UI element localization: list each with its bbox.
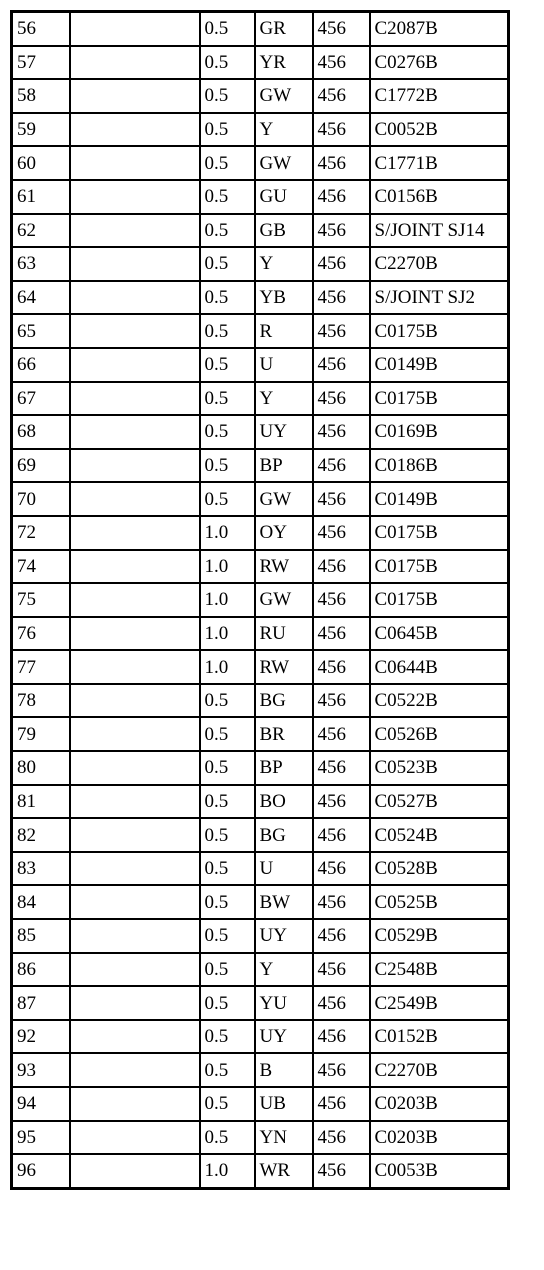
destination-cell: C0152B [370, 1020, 509, 1054]
destination-cell: C0644B [370, 650, 509, 684]
table-row [12, 1053, 509, 1087]
pin-cell: 67 [12, 382, 70, 416]
wire-size-cell: 1.0 [200, 516, 255, 550]
circuit-code-cell: 456 [313, 113, 370, 147]
table-row [12, 919, 509, 953]
wire-size-cell: 1.0 [200, 583, 255, 617]
destination-cell: C0522B [370, 684, 509, 718]
wire-size-cell: 0.5 [200, 12, 255, 46]
destination-cell: C0645B [370, 617, 509, 651]
pin-cell: 93 [12, 1053, 70, 1087]
wire-size-cell: 0.5 [200, 382, 255, 416]
pin-cell: 60 [12, 146, 70, 180]
circuit-code-cell: 456 [313, 314, 370, 348]
pin-cell: 77 [12, 650, 70, 684]
blank-cell [70, 1053, 200, 1087]
pin-cell: 85 [12, 919, 70, 953]
wire-colour-cell: OY [255, 516, 313, 550]
wire-colour-cell: RU [255, 617, 313, 651]
pin-cell: 59 [12, 113, 70, 147]
pin-cell: 68 [12, 415, 70, 449]
wire-size-cell: 0.5 [200, 415, 255, 449]
pin-cell: 56 [12, 12, 70, 46]
wiring-table [10, 10, 510, 1190]
table-row [12, 785, 509, 819]
circuit-code-cell: 456 [313, 717, 370, 751]
destination-cell: C0528B [370, 852, 509, 886]
wire-size-cell: 1.0 [200, 1154, 255, 1188]
wire-size-cell: 0.5 [200, 684, 255, 718]
wire-size-cell: 1.0 [200, 650, 255, 684]
pin-cell: 57 [12, 46, 70, 80]
wire-size-cell: 0.5 [200, 1087, 255, 1121]
wire-colour-cell: B [255, 1053, 313, 1087]
wire-colour-cell: Y [255, 113, 313, 147]
wire-colour-cell: U [255, 852, 313, 886]
circuit-code-cell: 456 [313, 482, 370, 516]
circuit-code-cell: 456 [313, 1087, 370, 1121]
blank-cell [70, 146, 200, 180]
circuit-code-cell: 456 [313, 46, 370, 80]
wire-size-cell: 0.5 [200, 281, 255, 315]
wire-colour-cell: BP [255, 449, 313, 483]
wire-colour-cell: GW [255, 146, 313, 180]
circuit-code-cell: 456 [313, 885, 370, 919]
wire-size-cell: 0.5 [200, 113, 255, 147]
destination-cell: C0175B [370, 550, 509, 584]
wire-colour-cell: RW [255, 650, 313, 684]
destination-cell: C0523B [370, 751, 509, 785]
pin-cell: 61 [12, 180, 70, 214]
blank-cell [70, 415, 200, 449]
destination-cell: C0175B [370, 583, 509, 617]
pin-cell: 86 [12, 953, 70, 987]
table-row [12, 1020, 509, 1054]
wire-size-cell: 0.5 [200, 146, 255, 180]
destination-cell: S/JOINT SJ2 [370, 281, 509, 315]
wire-colour-cell: Y [255, 953, 313, 987]
table-row [12, 281, 509, 315]
wire-size-cell: 0.5 [200, 314, 255, 348]
pin-cell: 82 [12, 818, 70, 852]
table-row [12, 214, 509, 248]
circuit-code-cell: 456 [313, 214, 370, 248]
pin-cell: 96 [12, 1154, 70, 1188]
wire-colour-cell: BP [255, 751, 313, 785]
wire-size-cell: 0.5 [200, 214, 255, 248]
circuit-code-cell: 456 [313, 516, 370, 550]
destination-cell: C0525B [370, 885, 509, 919]
wire-size-cell: 0.5 [200, 46, 255, 80]
blank-cell [70, 281, 200, 315]
destination-cell: C2548B [370, 953, 509, 987]
wire-size-cell: 0.5 [200, 717, 255, 751]
destination-cell: C1771B [370, 146, 509, 180]
wire-colour-cell: UY [255, 415, 313, 449]
destination-cell: C1772B [370, 79, 509, 113]
pin-cell: 76 [12, 617, 70, 651]
blank-cell [70, 482, 200, 516]
blank-cell [70, 79, 200, 113]
wire-colour-cell: Y [255, 382, 313, 416]
pin-cell: 66 [12, 348, 70, 382]
table-row [12, 818, 509, 852]
pin-cell: 74 [12, 550, 70, 584]
pin-cell: 84 [12, 885, 70, 919]
wire-colour-cell: BG [255, 684, 313, 718]
wire-colour-cell: BW [255, 885, 313, 919]
table-row [12, 415, 509, 449]
destination-cell: C0156B [370, 180, 509, 214]
pin-cell: 94 [12, 1087, 70, 1121]
destination-cell: C0175B [370, 314, 509, 348]
blank-cell [70, 1154, 200, 1188]
destination-cell: C0203B [370, 1087, 509, 1121]
wire-colour-cell: R [255, 314, 313, 348]
wire-colour-cell: GW [255, 79, 313, 113]
circuit-code-cell: 456 [313, 919, 370, 953]
wire-colour-cell: Y [255, 247, 313, 281]
table-row [12, 516, 509, 550]
wire-size-cell: 0.5 [200, 852, 255, 886]
blank-cell [70, 885, 200, 919]
destination-cell: C0524B [370, 818, 509, 852]
blank-cell [70, 113, 200, 147]
circuit-code-cell: 456 [313, 180, 370, 214]
destination-cell: C2270B [370, 247, 509, 281]
destination-cell: C0175B [370, 382, 509, 416]
pin-cell: 62 [12, 214, 70, 248]
destination-cell: C0186B [370, 449, 509, 483]
circuit-code-cell: 456 [313, 617, 370, 651]
table-row [12, 449, 509, 483]
wire-colour-cell: GR [255, 12, 313, 46]
table-row [12, 180, 509, 214]
circuit-code-cell: 456 [313, 79, 370, 113]
pin-cell: 83 [12, 852, 70, 886]
destination-cell: C2270B [370, 1053, 509, 1087]
wire-size-cell: 0.5 [200, 79, 255, 113]
table-row [12, 650, 509, 684]
table-row [12, 1121, 509, 1155]
pin-cell: 92 [12, 1020, 70, 1054]
blank-cell [70, 1020, 200, 1054]
pin-cell: 95 [12, 1121, 70, 1155]
wire-size-cell: 0.5 [200, 953, 255, 987]
circuit-code-cell: 456 [313, 1154, 370, 1188]
destination-cell: C0149B [370, 482, 509, 516]
wire-size-cell: 0.5 [200, 818, 255, 852]
destination-cell: C0175B [370, 516, 509, 550]
blank-cell [70, 382, 200, 416]
blank-cell [70, 751, 200, 785]
circuit-code-cell: 456 [313, 382, 370, 416]
wire-colour-cell: BO [255, 785, 313, 819]
circuit-code-cell: 456 [313, 583, 370, 617]
table-row [12, 46, 509, 80]
circuit-code-cell: 456 [313, 785, 370, 819]
table-row [12, 617, 509, 651]
wire-colour-cell: UY [255, 919, 313, 953]
circuit-code-cell: 456 [313, 818, 370, 852]
wire-size-cell: 0.5 [200, 986, 255, 1020]
wire-colour-cell: GW [255, 482, 313, 516]
circuit-code-cell: 456 [313, 449, 370, 483]
wiring-table-body [12, 12, 509, 1189]
table-row [12, 751, 509, 785]
table-row [12, 852, 509, 886]
wire-colour-cell: BR [255, 717, 313, 751]
circuit-code-cell: 456 [313, 550, 370, 584]
blank-cell [70, 550, 200, 584]
blank-cell [70, 12, 200, 46]
table-row [12, 314, 509, 348]
pin-cell: 70 [12, 482, 70, 516]
destination-cell: C0053B [370, 1154, 509, 1188]
destination-cell: C2549B [370, 986, 509, 1020]
blank-cell [70, 1087, 200, 1121]
table-row [12, 1087, 509, 1121]
wire-colour-cell: WR [255, 1154, 313, 1188]
wire-colour-cell: YR [255, 46, 313, 80]
wire-size-cell: 1.0 [200, 617, 255, 651]
table-row [12, 1154, 509, 1188]
table-row [12, 79, 509, 113]
wire-size-cell: 0.5 [200, 180, 255, 214]
blank-cell [70, 583, 200, 617]
wire-colour-cell: YB [255, 281, 313, 315]
table-row [12, 146, 509, 180]
blank-cell [70, 617, 200, 651]
table-row [12, 684, 509, 718]
blank-cell [70, 717, 200, 751]
blank-cell [70, 516, 200, 550]
pin-cell: 78 [12, 684, 70, 718]
circuit-code-cell: 456 [313, 650, 370, 684]
table-row [12, 717, 509, 751]
wire-colour-cell: YU [255, 986, 313, 1020]
destination-cell: C0149B [370, 348, 509, 382]
table-row [12, 382, 509, 416]
wire-colour-cell: UY [255, 1020, 313, 1054]
blank-cell [70, 314, 200, 348]
destination-cell: C0529B [370, 919, 509, 953]
destination-cell: C0526B [370, 717, 509, 751]
pin-cell: 69 [12, 449, 70, 483]
wire-size-cell: 0.5 [200, 751, 255, 785]
blank-cell [70, 785, 200, 819]
wire-size-cell: 0.5 [200, 919, 255, 953]
wire-size-cell: 0.5 [200, 348, 255, 382]
circuit-code-cell: 456 [313, 1121, 370, 1155]
pin-cell: 58 [12, 79, 70, 113]
blank-cell [70, 348, 200, 382]
wire-colour-cell: U [255, 348, 313, 382]
pin-cell: 87 [12, 986, 70, 1020]
circuit-code-cell: 456 [313, 953, 370, 987]
pin-cell: 80 [12, 751, 70, 785]
circuit-code-cell: 456 [313, 146, 370, 180]
blank-cell [70, 852, 200, 886]
circuit-code-cell: 456 [313, 986, 370, 1020]
table-row [12, 583, 509, 617]
circuit-code-cell: 456 [313, 1020, 370, 1054]
destination-cell: C0052B [370, 113, 509, 147]
blank-cell [70, 1121, 200, 1155]
blank-cell [70, 818, 200, 852]
wire-colour-cell: GW [255, 583, 313, 617]
table-row [12, 113, 509, 147]
destination-cell: C0527B [370, 785, 509, 819]
blank-cell [70, 986, 200, 1020]
blank-cell [70, 214, 200, 248]
wire-size-cell: 0.5 [200, 449, 255, 483]
table-row [12, 953, 509, 987]
destination-cell: C0276B [370, 46, 509, 80]
blank-cell [70, 684, 200, 718]
wire-colour-cell: GU [255, 180, 313, 214]
circuit-code-cell: 456 [313, 247, 370, 281]
circuit-code-cell: 456 [313, 751, 370, 785]
destination-cell: C0169B [370, 415, 509, 449]
circuit-code-cell: 456 [313, 281, 370, 315]
wire-size-cell: 0.5 [200, 1053, 255, 1087]
table-row [12, 482, 509, 516]
wire-colour-cell: RW [255, 550, 313, 584]
blank-cell [70, 953, 200, 987]
circuit-code-cell: 456 [313, 852, 370, 886]
pin-cell: 63 [12, 247, 70, 281]
table-row [12, 885, 509, 919]
circuit-code-cell: 456 [313, 12, 370, 46]
pin-cell: 81 [12, 785, 70, 819]
destination-cell: C0203B [370, 1121, 509, 1155]
destination-cell: C2087B [370, 12, 509, 46]
table-row [12, 247, 509, 281]
table-row [12, 12, 509, 46]
blank-cell [70, 46, 200, 80]
circuit-code-cell: 456 [313, 684, 370, 718]
blank-cell [70, 247, 200, 281]
pin-cell: 72 [12, 516, 70, 550]
pin-cell: 64 [12, 281, 70, 315]
destination-cell: S/JOINT SJ14 [370, 214, 509, 248]
wire-colour-cell: UB [255, 1087, 313, 1121]
circuit-code-cell: 456 [313, 348, 370, 382]
blank-cell [70, 180, 200, 214]
table-row [12, 986, 509, 1020]
wire-size-cell: 0.5 [200, 785, 255, 819]
wire-size-cell: 0.5 [200, 482, 255, 516]
pin-cell: 79 [12, 717, 70, 751]
table-row [12, 348, 509, 382]
blank-cell [70, 449, 200, 483]
wire-colour-cell: BG [255, 818, 313, 852]
wire-size-cell: 1.0 [200, 550, 255, 584]
wire-size-cell: 0.5 [200, 247, 255, 281]
blank-cell [70, 919, 200, 953]
blank-cell [70, 650, 200, 684]
wire-colour-cell: YN [255, 1121, 313, 1155]
wire-size-cell: 0.5 [200, 885, 255, 919]
pin-cell: 65 [12, 314, 70, 348]
table-row [12, 550, 509, 584]
wire-colour-cell: GB [255, 214, 313, 248]
wire-size-cell: 0.5 [200, 1020, 255, 1054]
circuit-code-cell: 456 [313, 415, 370, 449]
pin-cell: 75 [12, 583, 70, 617]
circuit-code-cell: 456 [313, 1053, 370, 1087]
wire-size-cell: 0.5 [200, 1121, 255, 1155]
